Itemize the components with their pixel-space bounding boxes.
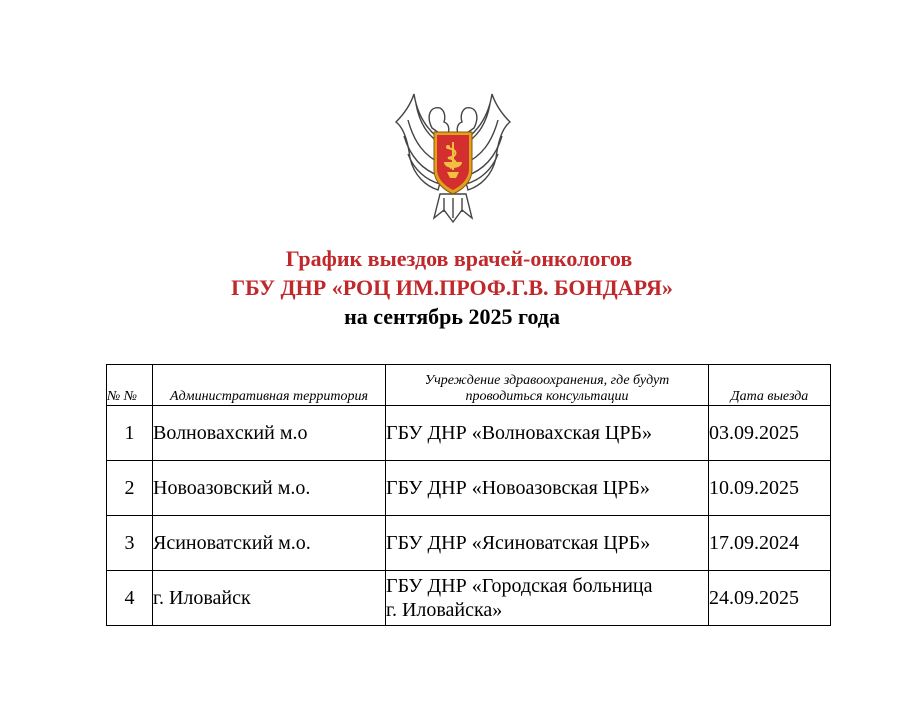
row-institution: ГБУ ДНР «Новоазовская ЦРБ» [386, 461, 709, 516]
row-territory: г. Иловайск [153, 571, 386, 626]
title-line-3: на сентябрь 2025 года [344, 304, 560, 329]
row-number: 4 [107, 571, 153, 626]
title-line-2: ГБУ ДНР «РОЦ ИМ.ПРОФ.Г.В. БОНДАРЯ» [231, 275, 673, 300]
row-institution [386, 571, 709, 626]
table-row [107, 516, 831, 571]
table-row [107, 406, 831, 461]
table-row [107, 571, 831, 626]
row-institution: ГБУ ДНР «Ясиноватская ЦРБ» [386, 516, 709, 571]
title-line-1: График выездов врачей-онкологов [285, 246, 633, 271]
header-territory: Административная территория [153, 365, 386, 406]
row-number: 2 [107, 461, 153, 516]
row-date: 03.09.2025 [709, 406, 831, 461]
row-institution-line-1: ГБУ ДНР «Городская больница [386, 575, 653, 597]
row-date: 10.09.2025 [709, 461, 831, 516]
row-territory: Новоазовский м.о. [153, 461, 386, 516]
table-row [107, 461, 831, 516]
row-territory: Ясиноватский м.о. [153, 516, 386, 571]
row-date: 24.09.2025 [709, 571, 831, 626]
eagle-emblem-icon [392, 86, 514, 224]
title-block [0, 244, 904, 331]
row-institution: ГБУ ДНР «Волноваxская ЦРБ» [386, 406, 709, 461]
header-institution: Учреждение здравоохранения, где будут проводиться консультации [386, 365, 709, 406]
header-date: Дата выезда [709, 365, 831, 406]
row-number: 3 [107, 516, 153, 571]
header-no: № № [107, 365, 153, 406]
row-institution-line-2: г. Иловайска» [386, 599, 503, 621]
table-header-row [107, 365, 831, 406]
schedule-table [106, 364, 831, 626]
row-date: 17.09.2024 [709, 516, 831, 571]
row-number: 1 [107, 406, 153, 461]
row-territory: Волноваxский м.о [153, 406, 386, 461]
